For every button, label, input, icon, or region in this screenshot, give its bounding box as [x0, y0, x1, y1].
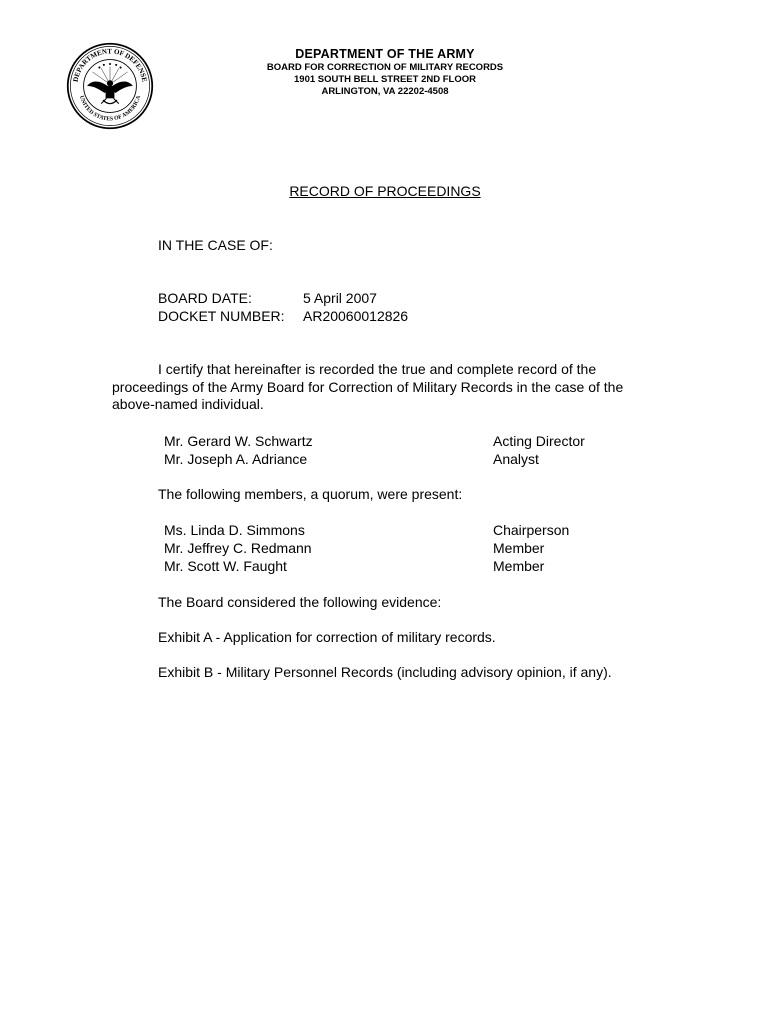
letterhead	[210, 47, 560, 98]
board-name: BOARD FOR CORRECTION OF MILITARY RECORDS	[266, 62, 504, 73]
staff-role: Analyst	[493, 451, 539, 467]
docket-number-value: AR20060012826	[303, 308, 409, 324]
member-row	[164, 539, 664, 557]
city-address: ARLINGTON, VA 22202-4508	[321, 86, 449, 97]
member-role: Member	[493, 558, 545, 574]
street-address: 1901 SOUTH BELL STREET 2ND FLOOR	[294, 74, 476, 85]
quorum-statement: The following members, a quorum, were present:	[158, 486, 463, 502]
document-title: RECORD OF PROCEEDINGS	[289, 183, 481, 199]
member-name: Mr. Jeffrey C. Redmann	[164, 540, 312, 556]
exhibit-b: Exhibit B - Military Personnel Records (including advisory opinion, if any).	[158, 664, 612, 680]
board-date-label: BOARD DATE:	[158, 290, 252, 306]
staff-list	[164, 432, 664, 468]
seal-bottom-text: UNITED STATES OF AMERICA	[77, 95, 143, 123]
member-row	[164, 557, 664, 575]
department-name: DEPARTMENT OF THE ARMY	[295, 47, 475, 61]
case-of-label: IN THE CASE OF:	[158, 237, 273, 253]
member-role: Chairperson	[493, 522, 570, 538]
staff-role: Acting Director	[493, 433, 585, 449]
member-name: Mr. Scott W. Faught	[164, 558, 287, 574]
evidence-statement: The Board considered the following evidence:	[158, 594, 442, 610]
member-row	[164, 521, 664, 539]
department-of-defense-seal-icon	[66, 42, 154, 130]
docket-number-label: DOCKET NUMBER:	[158, 308, 285, 324]
member-name: Ms. Linda D. Simmons	[164, 522, 305, 538]
members-list	[164, 521, 664, 575]
staff-row	[164, 450, 664, 468]
staff-name: Mr. Joseph A. Adriance	[164, 451, 308, 467]
certification-paragraph: I certify that hereinafter is recorded the true and complete record of the proceedings of the Army Board for Correction of Military Records in the case of the above-named individual.	[112, 361, 624, 412]
seal-top-text: DEPARTMENT OF DEFENSE	[71, 47, 149, 83]
exhibit-a: Exhibit A - Application for correction of military records.	[158, 629, 496, 645]
member-role: Member	[493, 540, 545, 556]
staff-row	[164, 432, 664, 450]
board-date-value: 5 April 2007	[303, 290, 377, 306]
staff-name: Mr. Gerard W. Schwartz	[164, 433, 313, 449]
